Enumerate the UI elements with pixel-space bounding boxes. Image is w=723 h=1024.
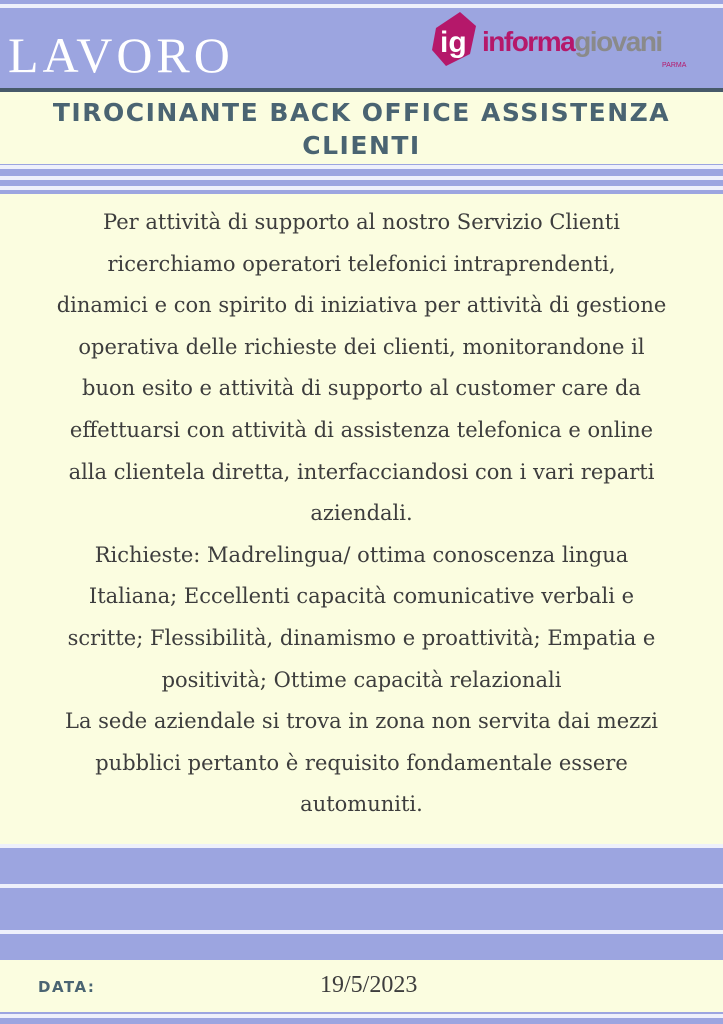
description-panel bbox=[0, 194, 723, 844]
logo-brand-part2: giovani bbox=[574, 26, 662, 57]
decorative-stripe bbox=[0, 165, 723, 169]
job-description bbox=[0, 194, 723, 826]
informagiovani-logo bbox=[426, 8, 696, 76]
logo-brand-part1: informa bbox=[482, 26, 575, 57]
decorative-stripe bbox=[0, 186, 723, 190]
description-line: effettuarsi con attività di assistenza telefonica e online bbox=[69, 417, 654, 442]
description-line: dinamici e con spirito di iniziativa per attività di gestione bbox=[56, 293, 667, 318]
description-line: aziendali. bbox=[310, 501, 413, 526]
section-label: LAVORO bbox=[8, 27, 234, 83]
date-value: 19/5/2023 bbox=[320, 972, 418, 998]
svg-text:ig: ig bbox=[440, 26, 467, 59]
description-line: La sede aziendale si trova in zona non servita dai mezzi bbox=[65, 709, 658, 734]
title-panel bbox=[0, 92, 723, 164]
decorative-stripe bbox=[0, 930, 723, 934]
page-title: TIROCINANTE BACK OFFICE ASSISTENZA CLIENTI bbox=[52, 98, 671, 160]
date-label: DATA: bbox=[38, 978, 96, 996]
header bbox=[0, 0, 723, 88]
description-line: ricerchiamo operatori telefonici intraprendenti, bbox=[107, 251, 616, 276]
footer bbox=[0, 960, 723, 1012]
description-line: automuniti. bbox=[300, 792, 423, 817]
description-line: Italiana; Eccellenti capacità comunicative verbali e bbox=[88, 584, 635, 609]
logo-city: PARMA bbox=[662, 62, 687, 69]
description-line: pubblici pertanto è requisito fondamentale essere bbox=[95, 750, 628, 775]
description-line: Per attività di supporto al nostro Servizio Clienti bbox=[103, 210, 620, 234]
description-line: operativa delle richieste dei clienti, monitorandone il bbox=[78, 334, 645, 359]
description-line: positività; Ottime capacità relazionali bbox=[161, 667, 562, 692]
decorative-stripe bbox=[0, 844, 723, 848]
description-line: buon esito e attività di supporto al customer care da bbox=[82, 376, 641, 401]
logo-text bbox=[482, 28, 662, 56]
description-line: Richieste: Madrelingua/ ottima conoscenza lingua bbox=[94, 542, 629, 567]
decorative-stripe bbox=[0, 1014, 723, 1018]
decorative-stripe bbox=[0, 176, 723, 180]
decorative-stripe bbox=[0, 884, 723, 888]
description-line: alla clientela diretta, interfacciandosi con i vari reparti bbox=[68, 459, 655, 484]
description-line: scritte; Flessibilità, dinamismo e proattività; Empatia e bbox=[67, 625, 656, 650]
ig-logo-mark-icon bbox=[426, 8, 484, 72]
